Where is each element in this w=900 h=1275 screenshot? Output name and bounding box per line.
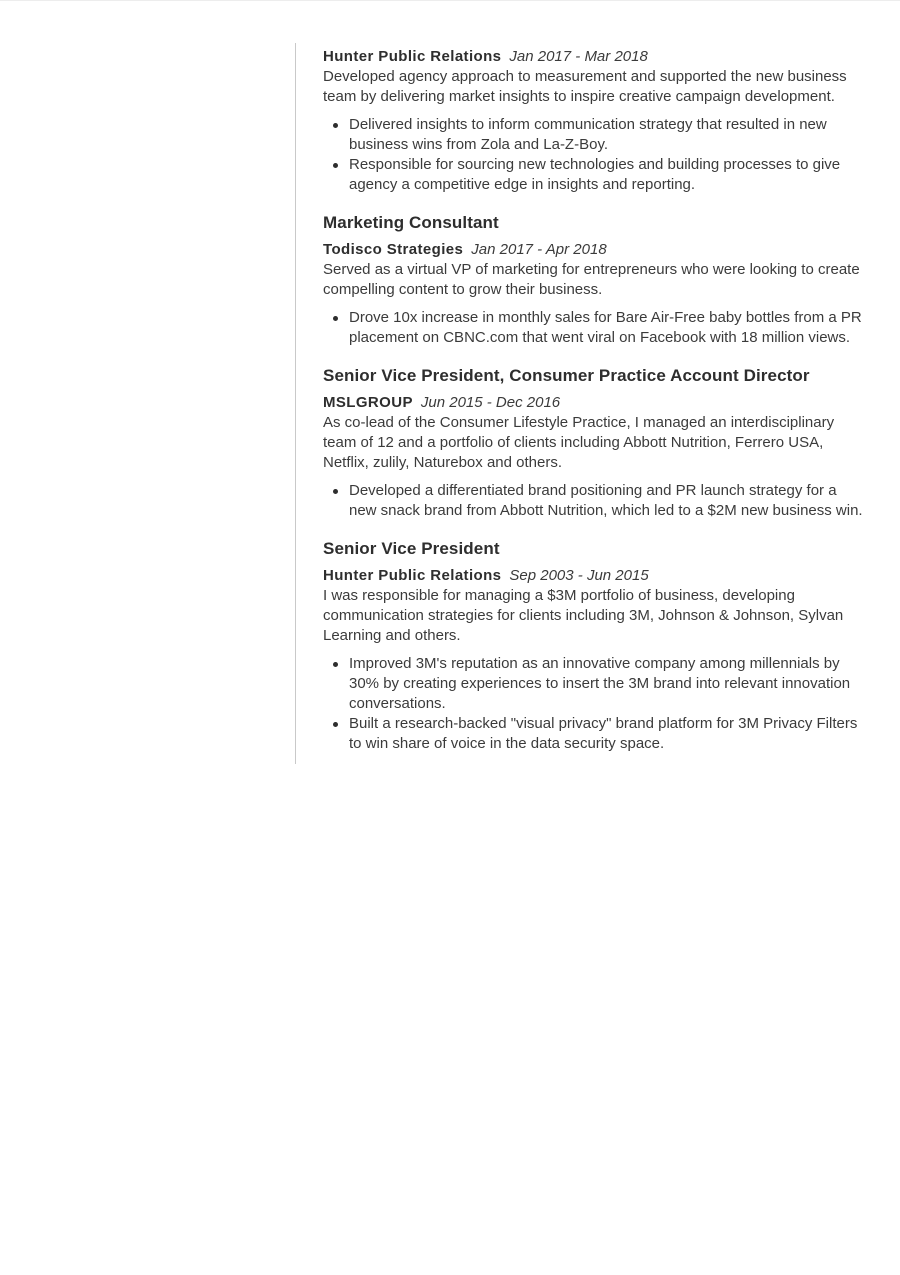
bullet-item: Built a research-backed "visual privacy" brand platform for 3M Privacy Filters to win share of voice in the data security space.	[349, 714, 863, 754]
job-title: Senior Vice President, Consumer Practice Account Director	[323, 366, 810, 385]
job-title: Senior Vice President	[323, 539, 500, 558]
company-name: MSLGROUP	[323, 394, 413, 411]
company-name: Hunter Public Relations	[323, 567, 502, 584]
date-range: Jan 2017 - Mar 2018	[509, 48, 648, 65]
experience-entry	[323, 366, 867, 521]
job-title: Marketing Consultant	[323, 213, 499, 232]
company-name: Hunter Public Relations	[323, 48, 502, 65]
company-line	[323, 46, 867, 67]
bullet-list	[323, 481, 863, 521]
bullet-item: Delivered insights to inform communication strategy that resulted in new business wins from Zola and La-Z-Boy.	[349, 115, 863, 155]
bullet-item: Improved 3M's reputation as an innovative company among millennials by 30% by creating experiences to insert the 3M brand into relevant innovation conversations.	[349, 654, 863, 714]
experience-entries	[323, 46, 867, 754]
job-summary: Served as a virtual VP of marketing for entrepreneurs who were looking to create compelling content to grow their business.	[323, 261, 860, 298]
bullet-list	[323, 115, 863, 195]
bullet-item: Drove 10x increase in monthly sales for Bare Air-Free baby bottles from a PR placement on CBNC.com that went viral on Facebook with 18 million views.	[349, 309, 862, 346]
experience-entry	[323, 213, 867, 348]
job-summary: I was responsible for managing a $3M portfolio of business, developing communication strategies for clients including 3M, Johnson & Johnson, Sylvan Learning and others.	[323, 587, 844, 644]
company-line	[323, 565, 867, 586]
experience-section	[295, 43, 867, 764]
date-range: Sep 2003 - Jun 2015	[509, 567, 649, 584]
date-range: Jan 2017 - Apr 2018	[471, 241, 607, 258]
bullet-list	[323, 308, 863, 348]
experience-entry	[323, 46, 867, 195]
job-summary: As co-lead of the Consumer Lifestyle Practice, I managed an interdisciplinary team of 12 and a portfolio of clients including Abbott Nutrition, Ferrero USA, Netflix, zulily, Naturebox and others.	[323, 414, 835, 471]
experience-entry	[323, 539, 867, 754]
job-summary: Developed agency approach to measurement and supported the new business team by delivering market insights to inspire creative campaign development.	[323, 68, 847, 105]
date-range: Jun 2015 - Dec 2016	[420, 394, 561, 411]
bullet-item: Developed a differentiated brand positioning and PR launch strategy for a new snack brand from Abbott Nutrition, which led to a $2M new business win.	[349, 482, 863, 519]
company-name: Todisco Strategies	[323, 241, 464, 258]
bullet-list	[323, 654, 863, 754]
bullet-item: Responsible for sourcing new technologies and building processes to give agency a competitive edge in insights and reporting.	[349, 155, 863, 195]
company-line	[323, 392, 867, 413]
company-line	[323, 239, 867, 260]
